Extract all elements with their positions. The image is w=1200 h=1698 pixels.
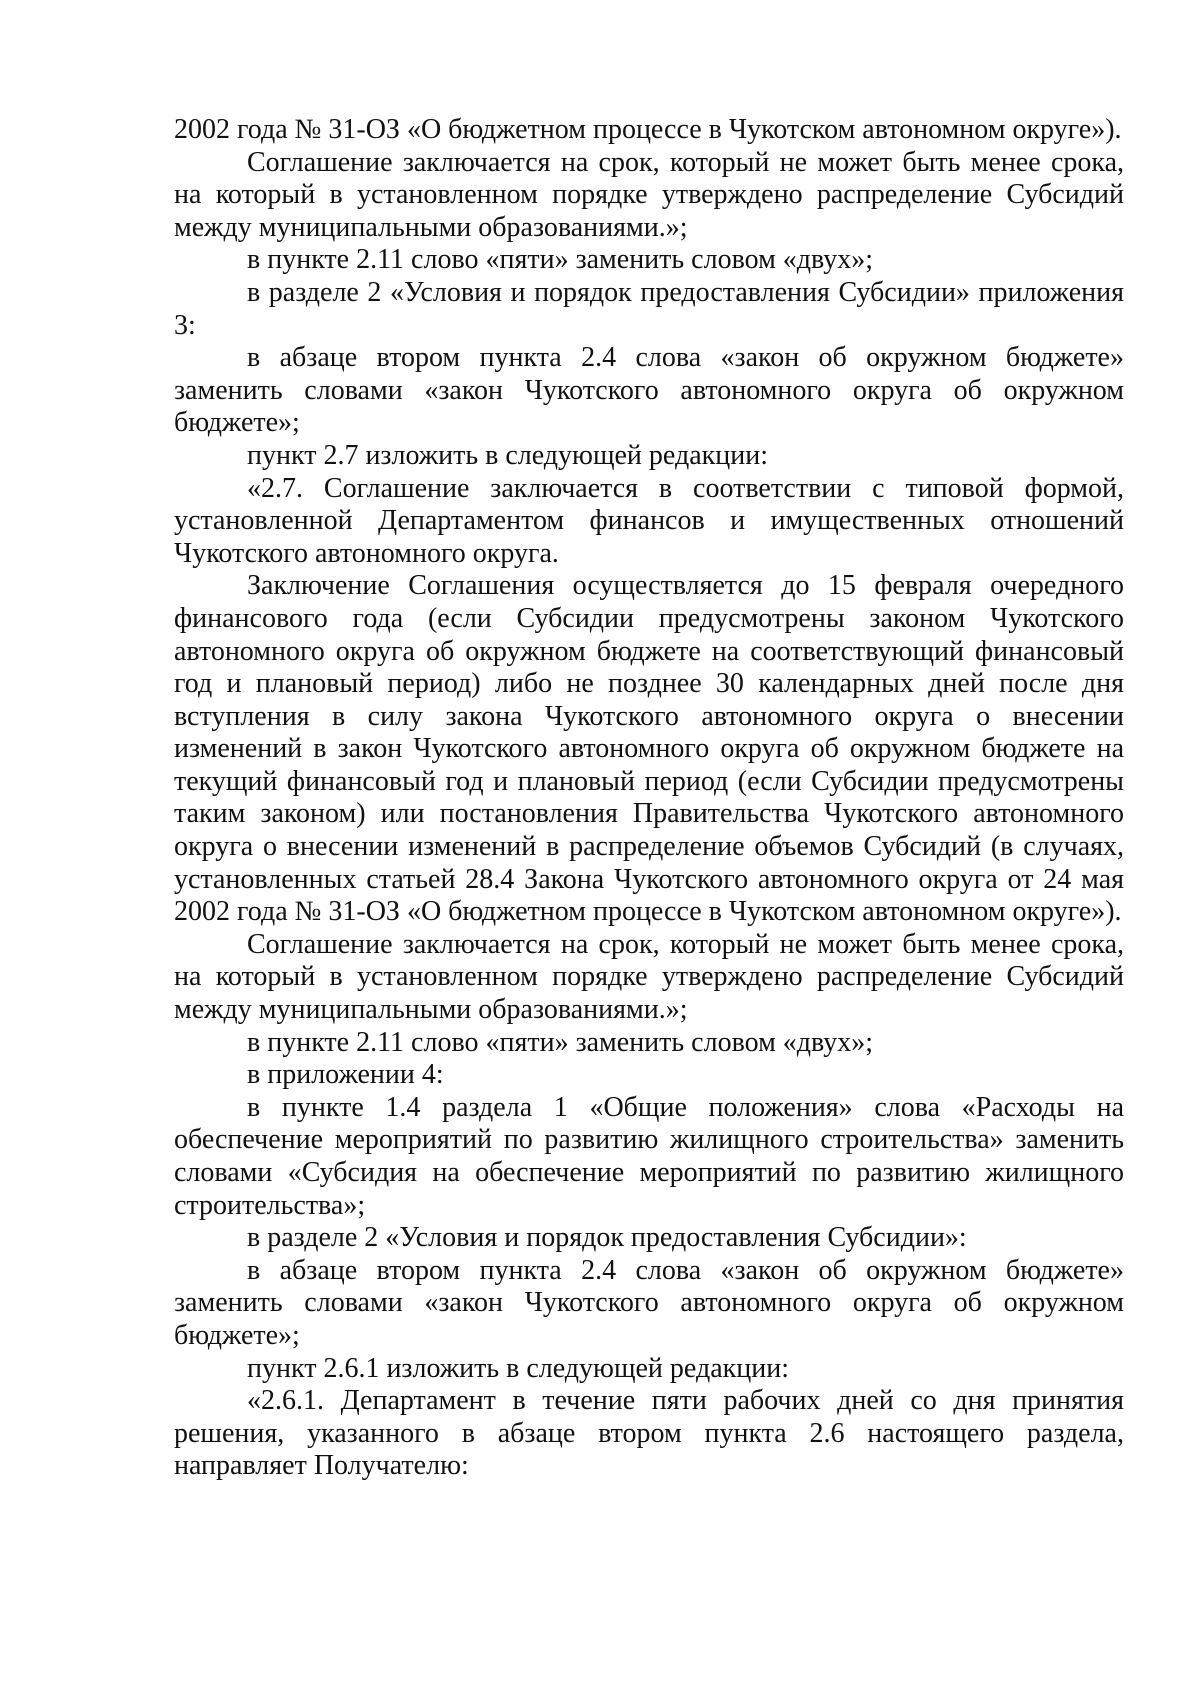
paragraph: пункт 2.6.1 изложить в следующей редакции:: [247, 1352, 789, 1384]
paragraph: 2002 года № 31-ОЗ «О бюджетном процессе в Чукотском автономном округе»).: [174, 114, 1122, 145]
paragraph: в абзаце втором пункта 2.4 слова «закон об окружном бюджете» заменить словами «закон Чукотского автономного округа об окружном бюджете»;: [174, 1254, 1124, 1351]
paragraph: в пункте 2.11 слово «пяти» заменить словом «двух»;: [247, 1026, 874, 1058]
paragraph: Соглашение заключается на срок, который не может быть менее срока, на который в установленном порядке утверждено распределение Субсидий между муниципальными образованиями.»;: [174, 928, 1124, 1026]
paragraph: в пункте 2.11 слово «пяти» заменить словом «двух»;: [247, 244, 874, 276]
paragraph: «2.7. Соглашение заключается в соответствии с типовой формой, установленной Департаментом финансов и имущественных отношений Чукотского автономного округа.: [174, 472, 1124, 569]
paragraph: в пункте 1.4 раздела 1 «Общие положения» слова «Расходы на обеспечение мероприятий по развитию жилищного строительства» заменить словами «Субсидия на обеспечение мероприятий по развитию жилищного строительства»;: [174, 1091, 1124, 1221]
paragraph: в приложении 4:: [247, 1059, 444, 1091]
paragraph: в разделе 2 «Условия и порядок предоставления Субсидии»:: [247, 1222, 967, 1254]
paragraph: в разделе 2 «Условия и порядок предоставления Субсидии» приложения 3:: [174, 276, 1124, 341]
paragraph: «2.6.1. Департамент в течение пяти рабочих дней со дня принятия решения, указанного в абзаце втором пункта 2.6 настоящего раздела, направляет Получателю:: [174, 1385, 1124, 1482]
document-body: [174, 114, 1124, 1483]
paragraph: пункт 2.7 изложить в следующей редакции:: [247, 439, 768, 471]
paragraph: в абзаце втором пункта 2.4 слова «закон об окружном бюджете» заменить словами «закон Чукотского автономного округа об окружном бюджете»;: [174, 342, 1124, 439]
paragraph: Соглашение заключается на срок, который не может быть менее срока, на который в установленном порядке утверждено распределение Субсидий между муниципальными образованиями.»;: [174, 146, 1124, 243]
paragraph: Заключение Соглашения осуществляется до 15 февраля очередного финансового года (если Субсидии предусмотрены законом Чукотского автономного округа об окружном бюджете на соответствующий финансовый год и плановый период) либо не позднее 30 календарных дней после дня вступления в силу закона Чукотского автономного округа о внесении изменений в закон Чукотского автономного округа об окружном бюджете на текущий финансовый год и плановый период (если Субсидии предусмотрены таким законом) или постановления Правительства Чукотского автономного округа о внесении изменений в распределение объемов Субсидий (в случаях, установленных статьей 28.4 Закона Чукотского автономного округа от 24 мая 2002 года № 31-ОЗ «О бюджетном процессе в Чукотском автономном округе»).: [174, 570, 1124, 928]
